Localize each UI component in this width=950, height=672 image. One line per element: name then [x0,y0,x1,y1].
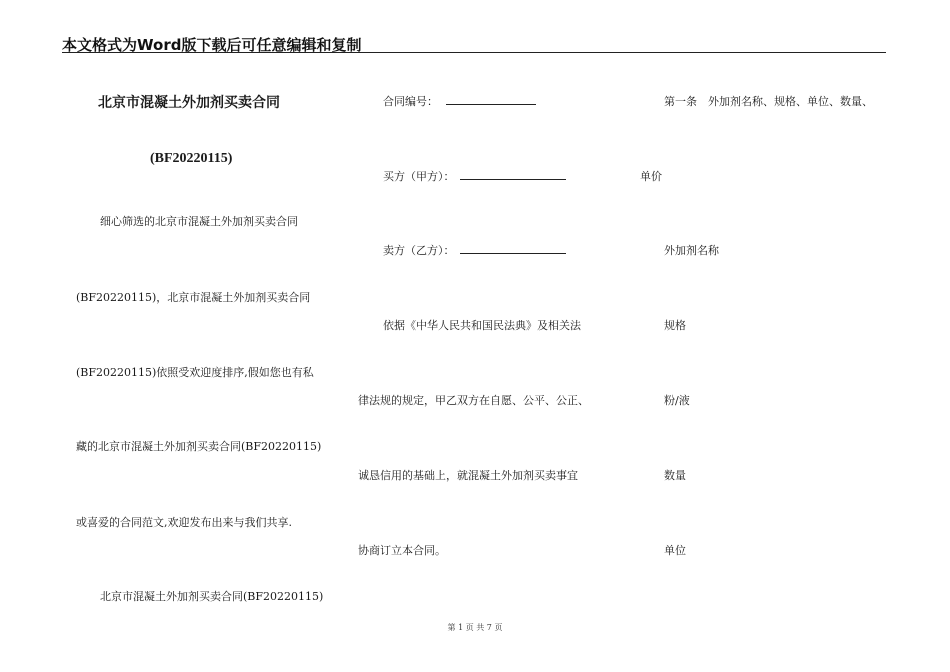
intro-line: (BF20220115)依照受欢迎度排序,假如您也有私 [76,366,314,379]
item-unit-price: 单价 [640,170,662,183]
body-line: 律法规的规定，甲乙双方在自愿、公平、公正、 [358,394,589,407]
item-powder-liquid: 粉/液 [664,394,690,407]
contract-code: (BF20220115) [150,151,233,166]
intro-line: 北京市混凝土外加剂买卖合同(BF20220115) [100,590,324,603]
contract-number-blank[interactable] [446,94,536,105]
seller-row [383,242,566,258]
body-line: 诚恳信用的基础上，就混凝土外加剂买卖事宜 [358,469,578,482]
document-header-title: 本文格式为Word版下载后可任意编辑和复制 [62,36,362,54]
item-specification: 规格 [664,319,686,332]
buyer-label: 买方（甲方）： [383,170,455,183]
intro-line: (BF20220115)，北京市混凝土外加剂买卖合同 [76,291,311,304]
item-quantity: 数量 [664,469,686,482]
header-divider [62,52,886,53]
body-line: 协商订立本合同。 [358,544,446,557]
item-additive-name: 外加剂名称 [664,244,719,257]
buyer-blank[interactable] [460,169,566,180]
contract-number-row [383,93,536,109]
buyer-row [383,168,566,184]
intro-line: 藏的北京市混凝土外加剂买卖合同(BF20220115) [76,440,322,453]
seller-label: 卖方（乙方）： [383,244,455,257]
article-1-heading: 第一条 外加剂名称、规格、单位、数量、 [664,95,873,108]
page-number-footer: 第 1 页 共 7 页 [447,623,503,632]
contract-title: 北京市混凝土外加剂买卖合同 [98,95,280,111]
intro-line: 或喜爱的合同范文,欢迎发布出来与我们共享. [76,516,292,529]
item-unit: 单位 [664,544,686,557]
intro-line: 细心筛选的北京市混凝土外加剂买卖合同 [100,215,298,228]
body-line: 依据《中华人民共和国民法典》及相关法 [383,319,581,332]
seller-blank[interactable] [460,243,566,254]
contract-number-label: 合同编号： [383,95,438,108]
